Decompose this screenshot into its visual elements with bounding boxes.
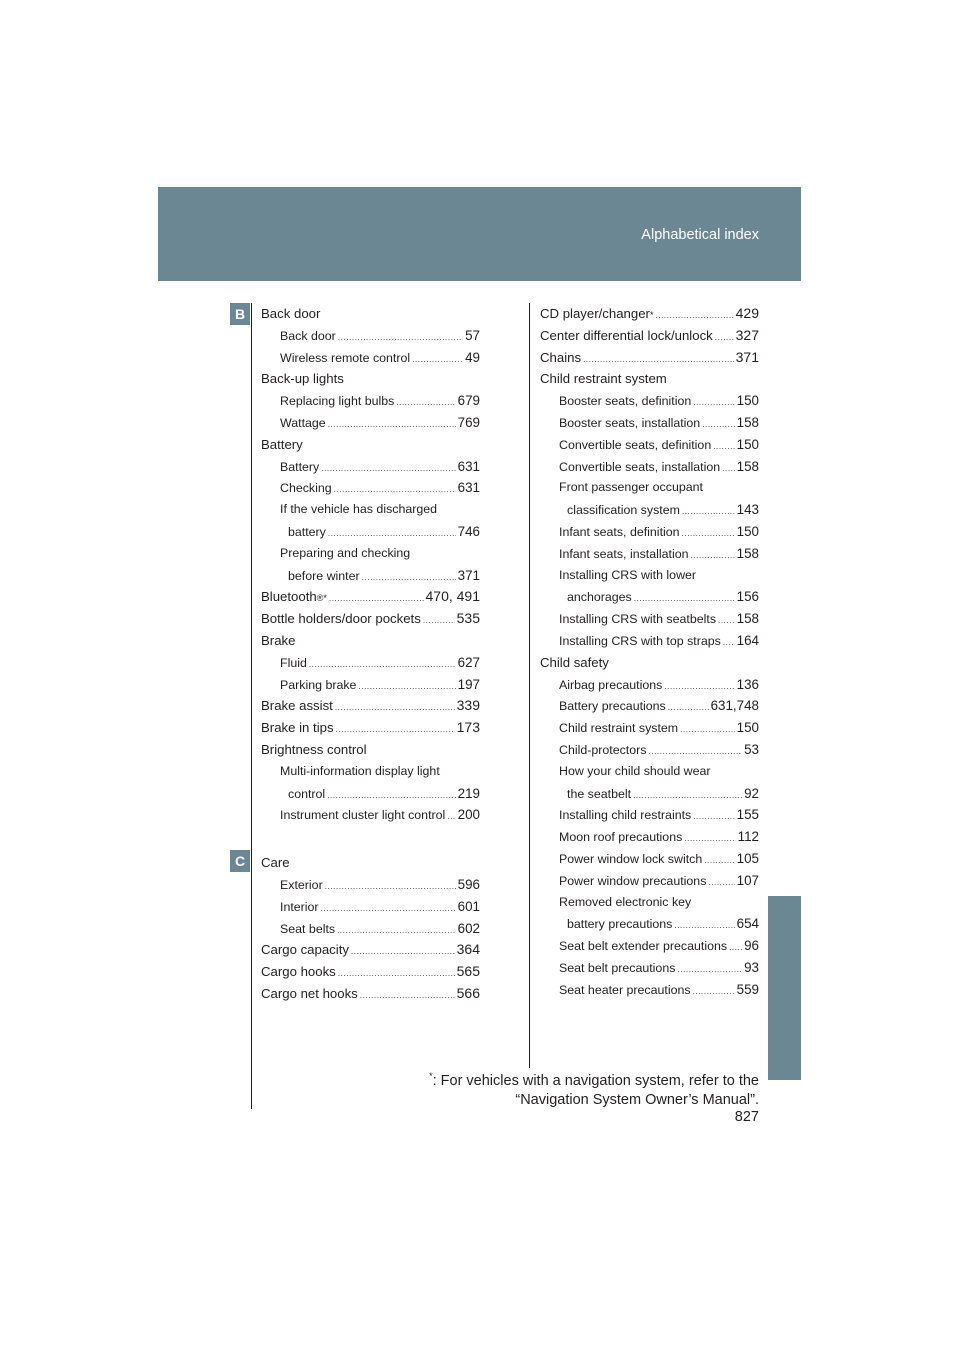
footnote-line-1: : For vehicles with a navigation system, refer to the xyxy=(432,1073,759,1089)
index-entry xyxy=(261,303,480,325)
index-entry-label: Fluid xyxy=(280,655,307,670)
index-entry-label: Booster seats, definition xyxy=(559,394,692,409)
dot-leader xyxy=(328,522,456,545)
dot-leader xyxy=(337,919,456,942)
index-entry xyxy=(540,957,759,979)
index-entry xyxy=(540,456,759,478)
index-entry-page: 158 xyxy=(736,611,759,627)
index-entry-label: control xyxy=(288,786,326,801)
index-entry xyxy=(261,874,480,896)
index-entry: Bluetooth ®* ..... 470, 491 xyxy=(261,586,480,608)
index-entry-label: Brake in tips xyxy=(261,720,334,736)
index-entry-label: Installing CRS with seatbelts xyxy=(559,612,717,627)
index-entry-page: 158 xyxy=(736,458,759,474)
index-entry-page: 371 xyxy=(457,567,480,583)
index-entry-page: 158 xyxy=(736,414,759,430)
index-entry-label: Seat belts xyxy=(280,921,336,936)
index-entry-label: anchorages xyxy=(567,590,632,605)
dot-leader xyxy=(704,849,734,872)
section-side-tab xyxy=(768,896,801,1080)
index-entry-page: 631,748 xyxy=(710,698,759,714)
index-entry-page: 49 xyxy=(465,349,480,365)
index-entry-label: Convertible seats, definition xyxy=(559,437,712,452)
index-entry-page: 679 xyxy=(457,393,480,409)
index-entry-label: Multi-information display light xyxy=(280,763,440,778)
index-entry-page: 92 xyxy=(744,785,759,801)
index-entry xyxy=(540,979,759,1001)
index-entry-label: Battery precautions xyxy=(559,699,666,714)
index-entry-label: Removed electronic key xyxy=(559,894,692,909)
dot-leader xyxy=(338,961,455,985)
index-entry xyxy=(540,347,759,369)
index-entry-label: Front passenger occupant xyxy=(559,480,703,495)
dot-leader xyxy=(309,653,456,676)
dot-leader xyxy=(396,391,455,414)
index-entry xyxy=(261,565,480,587)
index-entry-label: Wireless remote control xyxy=(280,350,411,365)
dot-leader xyxy=(634,587,735,610)
index-entry-page: 470, 491 xyxy=(425,588,480,605)
index-entry xyxy=(540,695,759,717)
index-entry xyxy=(540,652,759,674)
index-entry-label: Cargo capacity xyxy=(261,942,349,958)
dot-leader xyxy=(677,958,742,981)
index-entry-page: 93 xyxy=(744,959,759,975)
index-entry-label: Airbag precautions xyxy=(559,677,663,692)
index-entry-page: 429 xyxy=(735,305,759,321)
index-entry xyxy=(540,739,759,761)
index-column-right xyxy=(540,303,759,1001)
index-entry-label: the seatbelt xyxy=(567,786,632,801)
index-entry-page: 535 xyxy=(456,610,480,627)
index-entry-label: Replacing light bulbs xyxy=(280,394,395,409)
index-entry-label: Interior xyxy=(280,899,319,914)
dot-leader xyxy=(633,784,742,807)
dot-leader xyxy=(729,936,742,959)
page-number: 827 xyxy=(734,1109,759,1125)
index-entry xyxy=(261,939,480,961)
dot-leader xyxy=(691,544,735,567)
index-entry xyxy=(540,913,759,935)
index-entry-label: Power window lock switch xyxy=(559,851,703,866)
dot-leader xyxy=(723,631,735,654)
index-entry-page: 150 xyxy=(736,523,759,539)
dot-leader xyxy=(328,413,456,436)
dot-leader xyxy=(702,413,734,436)
index-entry xyxy=(261,608,480,630)
left-margin-rule xyxy=(251,303,252,1109)
index-entry xyxy=(540,826,759,848)
index-entry-label: Brake xyxy=(261,632,296,648)
index-entry xyxy=(261,739,480,761)
index-entry-page: 200 xyxy=(457,807,480,823)
index-entry-label: Checking xyxy=(280,481,332,496)
index-entry-label: Back-up lights xyxy=(261,371,344,387)
section-letter-c: C xyxy=(230,850,250,872)
page-title: Alphabetical index xyxy=(641,227,759,243)
index-entry-label: Installing child restraints xyxy=(559,808,692,823)
index-entry-label: Convertible seats, installation xyxy=(559,459,721,474)
dot-leader xyxy=(336,717,455,741)
index-entry-label: Parking brake xyxy=(280,677,357,692)
dot-leader xyxy=(713,435,734,458)
index-entry-page: 769 xyxy=(457,414,480,430)
index-entry xyxy=(261,434,480,456)
index-entry xyxy=(261,918,480,940)
footnote xyxy=(429,1072,759,1110)
header-band xyxy=(158,187,801,281)
index-entry-page: 57 xyxy=(465,327,480,343)
index-entry xyxy=(540,325,759,347)
index-entry-label: Seat heater precautions xyxy=(559,982,691,997)
index-entry-page: 105 xyxy=(736,850,759,866)
dot-leader xyxy=(693,805,734,828)
dot-leader xyxy=(693,391,734,414)
dot-leader xyxy=(335,695,455,719)
index-entry-label: Child-protectors xyxy=(559,742,647,757)
index-entry xyxy=(261,499,480,521)
index-entry-page: 371 xyxy=(735,348,759,365)
index-entry xyxy=(540,499,759,521)
index-entry xyxy=(261,630,480,652)
index-entry xyxy=(540,608,759,630)
section-gap xyxy=(261,826,480,852)
index-entry-page: 96 xyxy=(744,938,759,954)
dot-leader xyxy=(648,740,742,763)
index-entry xyxy=(540,848,759,870)
index-entry xyxy=(261,852,480,874)
index-entry xyxy=(540,543,759,565)
index-entry xyxy=(540,630,759,652)
index-entry-label: Brake assist xyxy=(261,698,333,714)
index-entry-label: Wattage xyxy=(280,415,326,430)
index-entry-label: battery precautions xyxy=(567,917,673,932)
index-entry-page: 327 xyxy=(735,326,759,343)
index-entry-label: Brightness control xyxy=(261,741,367,757)
index-entry-label: Care xyxy=(261,855,290,871)
index-entry xyxy=(540,870,759,892)
index-entry xyxy=(261,543,480,565)
index-entry xyxy=(261,674,480,696)
index-entry xyxy=(261,368,480,390)
index-entry-label: Center differential lock/unlock xyxy=(540,327,713,343)
index-entry-label: Exterior xyxy=(280,877,323,892)
index-entry xyxy=(261,456,480,478)
index-entry xyxy=(540,892,759,914)
dot-leader xyxy=(718,609,735,632)
dot-leader xyxy=(682,522,735,545)
index-entry-label: classification system xyxy=(567,503,680,518)
dot-leader xyxy=(423,608,455,632)
dot-leader xyxy=(693,980,735,1003)
dot-leader xyxy=(682,500,735,523)
dot-leader xyxy=(327,784,455,807)
index-entry-page: 627 xyxy=(457,654,480,670)
index-entry-page: 339 xyxy=(456,697,480,714)
index-entry-label: Bluetooth xyxy=(261,589,317,605)
dot-leader xyxy=(358,675,455,698)
index-entry-page: 654 xyxy=(736,916,759,932)
dot-leader xyxy=(680,718,735,741)
index-entry xyxy=(261,804,480,826)
index-column-left xyxy=(261,303,480,1005)
index-entry xyxy=(540,717,759,739)
index-entry-page: 197 xyxy=(457,676,480,692)
index-entry-label: If the vehicle has discharged xyxy=(280,502,438,517)
index-entry-page: 155 xyxy=(736,807,759,823)
index-entry-label: Moon roof precautions xyxy=(559,830,683,845)
index-entry-label: How your child should wear xyxy=(559,763,711,778)
dot-leader xyxy=(334,478,456,501)
index-entry: CD player/changer * ..... 429 xyxy=(540,303,759,325)
index-entry-page: 112 xyxy=(737,829,759,845)
index-entry-page: 150 xyxy=(736,436,759,452)
index-entry-page: 746 xyxy=(457,523,480,539)
index-entry xyxy=(261,347,480,369)
dot-leader xyxy=(674,914,734,937)
index-entry xyxy=(540,434,759,456)
index-entry-page: 631 xyxy=(457,458,480,474)
index-entry-label: CD player/changer xyxy=(540,306,650,321)
index-entry-page: 158 xyxy=(736,545,759,561)
dot-leader xyxy=(722,457,734,480)
index-entry xyxy=(261,717,480,739)
index-entry-label: Chains xyxy=(540,349,582,365)
index-entry xyxy=(261,983,480,1005)
dot-leader xyxy=(351,939,455,963)
index-entry-label: Booster seats, installation xyxy=(559,415,701,430)
index-entry xyxy=(540,586,759,608)
index-entry-label: Child safety xyxy=(540,654,609,670)
index-entry-page: 173 xyxy=(456,719,480,736)
index-entry-label: Bottle holders/door pockets xyxy=(261,611,421,627)
index-entry xyxy=(540,521,759,543)
index-entry-label: Installing CRS with top straps xyxy=(559,633,721,648)
index-entry-page: 136 xyxy=(736,676,759,692)
index-entry xyxy=(261,652,480,674)
index-entry xyxy=(261,412,480,434)
dot-leader xyxy=(664,675,734,698)
index-entry xyxy=(540,390,759,412)
index-entry-page: 596 xyxy=(457,876,480,892)
index-entry-page: 53 xyxy=(744,741,759,757)
dot-leader xyxy=(321,897,456,920)
index-entry xyxy=(540,804,759,826)
index-entry-label: Seat belt extender precautions xyxy=(559,939,728,954)
index-entry-label: Back door xyxy=(261,306,321,321)
index-entry-page: 107 xyxy=(736,872,759,888)
dot-leader xyxy=(321,457,455,480)
index-entry xyxy=(540,783,759,805)
dot-leader xyxy=(325,875,456,898)
index-entry xyxy=(261,783,480,805)
index-entry-label: Infant seats, installation xyxy=(559,546,689,561)
index-entry xyxy=(261,325,480,347)
index-entry-label: Power window precautions xyxy=(559,873,707,888)
index-entry-page: 164 xyxy=(736,632,759,648)
dot-leader xyxy=(329,586,424,610)
dot-leader xyxy=(362,566,456,589)
index-entry xyxy=(540,565,759,587)
index-entry-page: 566 xyxy=(456,984,480,1001)
index-entry xyxy=(261,521,480,543)
index-entry xyxy=(261,761,480,783)
index-entry xyxy=(540,477,759,499)
column-divider-rule xyxy=(529,303,530,1068)
index-entry-page: 565 xyxy=(456,963,480,980)
index-entry-page: 601 xyxy=(457,898,480,914)
index-entry-label: Installing CRS with lower xyxy=(559,567,697,582)
index-entry xyxy=(540,368,759,390)
index-entry xyxy=(261,695,480,717)
index-entry-label: Child restraint system xyxy=(540,371,667,387)
index-entry xyxy=(540,761,759,783)
index-entry-page: 143 xyxy=(736,502,759,518)
index-entry-label: before winter xyxy=(288,568,360,583)
footnote-line-2: “Navigation System Owner’s Manual”. xyxy=(515,1092,759,1108)
index-entry-label: Back door xyxy=(280,328,336,343)
footnote-mark: * xyxy=(429,1071,433,1082)
index-entry-label: Infant seats, definition xyxy=(559,524,680,539)
index-entry-page: 559 xyxy=(736,981,759,997)
index-entry xyxy=(261,961,480,983)
index-entry-label: Cargo net hooks xyxy=(261,985,358,1001)
index-entry-label: Preparing and checking xyxy=(280,545,411,560)
index-entry-page: 150 xyxy=(736,720,759,736)
index-entry-label: battery xyxy=(288,524,326,539)
index-entry-page: 602 xyxy=(457,920,480,936)
index-entry-page: 219 xyxy=(457,785,480,801)
index-entry xyxy=(261,477,480,499)
index-entry-label: Seat belt precautions xyxy=(559,960,676,975)
dot-leader xyxy=(655,303,733,327)
index-entry-label: Instrument cluster light control xyxy=(280,808,446,823)
index-entry-label: Cargo hooks xyxy=(261,964,336,980)
dot-leader xyxy=(583,347,734,371)
section-letter-b: B xyxy=(230,303,250,325)
dot-leader xyxy=(715,325,734,349)
index-entry-page: 156 xyxy=(736,589,759,605)
index-entry xyxy=(540,674,759,696)
index-entry-page: 364 xyxy=(456,941,480,958)
index-entry-label: Battery xyxy=(261,436,303,452)
dot-leader xyxy=(338,326,463,349)
index-entry-label: Child restraint system xyxy=(559,721,679,736)
index-entry-page: 150 xyxy=(736,393,759,409)
index-entry xyxy=(540,935,759,957)
index-entry xyxy=(261,896,480,918)
index-entry-label: Battery xyxy=(280,459,320,474)
dot-leader xyxy=(447,805,455,828)
dot-leader xyxy=(668,696,709,719)
index-entry xyxy=(540,412,759,434)
index-entry xyxy=(261,390,480,412)
dot-leader xyxy=(360,983,455,1007)
dot-leader xyxy=(684,827,735,850)
dot-leader xyxy=(708,871,734,894)
index-entry-page: 631 xyxy=(457,480,480,496)
dot-leader xyxy=(412,348,463,371)
